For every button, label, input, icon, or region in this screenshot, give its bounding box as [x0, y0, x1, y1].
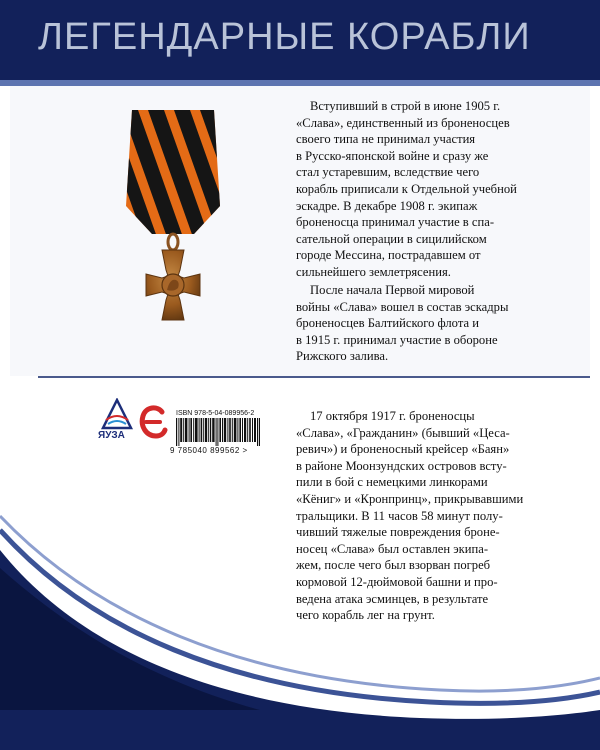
text-line: жем, после чего был взорван погреб	[296, 558, 491, 573]
text-line: ведена атака эсминцев, в результате	[296, 591, 489, 606]
paragraph-3	[296, 408, 546, 624]
series-title: ЛЕГЕНДАРНЫЕ КОРАБЛИ	[38, 16, 531, 58]
ribbon-of-st-george	[118, 110, 228, 240]
text-line: пили в бой с немецкими линкорами	[296, 475, 488, 490]
medal-ring	[168, 234, 178, 250]
text-line: 17 октября 1917 г. броненосцы	[310, 409, 475, 423]
section-divider	[38, 376, 590, 378]
text-line: После начала Первой мировой	[310, 283, 475, 297]
header-band	[0, 0, 600, 80]
eksmo-logo-icon	[138, 404, 168, 440]
text-line: в 1915 г. принимал участие в обороне	[296, 332, 498, 347]
st-george-cross-medal	[118, 110, 228, 336]
text-line: «Кёниг» и «Кронпринц», прикрывавшими	[296, 491, 524, 506]
text-line: носец «Слава» был оставлен экипа-	[296, 541, 489, 556]
text-line: чего корабль лег на грунт.	[296, 608, 435, 623]
text-line: своего типа не принимал участия	[296, 132, 476, 147]
text-line: чивший тяжелые повреждения броне-	[296, 525, 500, 540]
paragraph-2	[296, 282, 546, 365]
text-line: «Слава», «Гражданин» (бывший «Цеса-	[296, 425, 510, 440]
text-line: тральщики. В 11 часов 58 минут полу-	[296, 508, 503, 523]
text-line: кормовой 12-дюймовой башни и про-	[296, 574, 498, 589]
barcode	[176, 418, 260, 446]
barcode-number: 9 785040 899562 >	[170, 446, 248, 455]
text-line: Вступивший в строй в июне 1905 г.	[310, 99, 501, 113]
text-line: сательной операции в сицилийском	[296, 231, 487, 246]
text-line: броненосца принимал участие в спа-	[296, 215, 495, 230]
text-line: корабль приписали к Отдельной учебной	[296, 181, 517, 196]
text-line: сильнейшего землетрясения.	[296, 264, 451, 279]
isbn-label: ISBN 978-5-04-089956-2	[176, 410, 255, 417]
text-line: стал устаревшим, вследствие чего	[296, 165, 480, 180]
text-line: Рижского залива.	[296, 349, 389, 364]
paragraph-1	[296, 98, 546, 281]
text-line: в районе Моонзундских островов всту-	[296, 458, 507, 473]
text-line: «Слава», единственный из броненосцев	[296, 115, 510, 130]
cross	[146, 250, 200, 320]
text-line: броненосцев Балтийского флота и	[296, 316, 479, 331]
text-line: ревич») и броненосный крейсер «Баян»	[296, 442, 510, 457]
bottom-stripe	[0, 734, 600, 750]
text-line: городе Мессина, пострадавшем от	[296, 248, 481, 263]
yuza-logo-text: ЯУЗА	[98, 430, 125, 441]
text-line: эскадре. В декабре 1908 г. экипаж	[296, 198, 478, 213]
text-line: в Русско-японской войне и сразу же	[296, 148, 489, 163]
text-line: войны «Слава» вошел в состав эскадры	[296, 299, 509, 314]
